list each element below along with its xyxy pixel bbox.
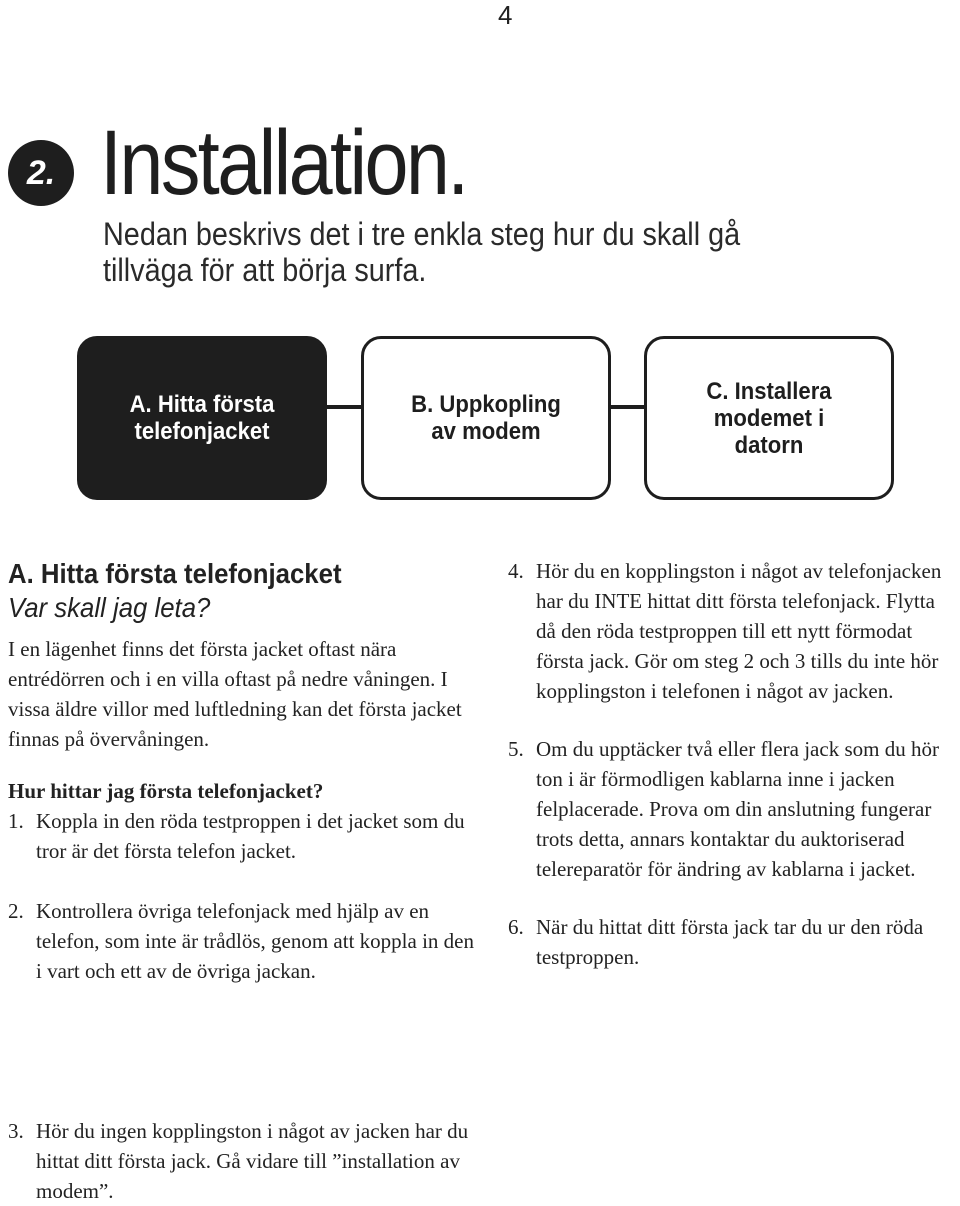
list-item-number: 5. xyxy=(508,737,524,761)
list-item-text: Hör du ingen kopplingston i något av jacken har du hittat ditt första jack. Gå vidare till ”installation av modem”. xyxy=(36,1119,469,1203)
step-box-c xyxy=(644,336,894,500)
how-to-heading: Hur hittar jag första telefonjacket? xyxy=(8,779,324,803)
step-b-label: B. Uppkopling av modem xyxy=(411,391,561,445)
section-a-intro: I en lägenhet finns det första jacket oftast nära entrédörren och i en villa oftast på nedre våningen. I vissa äldre villor med luftledning kan det första jacket finnas på övervåningen. xyxy=(8,637,462,751)
step-c-label: C. Installera modemet i datorn xyxy=(706,377,832,459)
list-item-number: 1. xyxy=(8,809,24,833)
list-item-number: 4. xyxy=(508,559,524,583)
list-item xyxy=(8,806,480,866)
section-a-heading: A. Hitta första telefonjacket xyxy=(8,558,342,589)
list-item-text: Kontrollera övriga telefonjack med hjälp av en telefon, som inte är trådlös, genom att koppla in den i vart och ett av de övriga jackan. xyxy=(36,899,474,983)
page-subtitle: Nedan beskrivs det i tre enkla steg hur du skall gå tillväga för att börja surfa. xyxy=(103,216,741,288)
list-item xyxy=(8,1116,508,1206)
list-item-text: När du hittat ditt första jack tar du ur den röda testproppen. xyxy=(536,915,924,969)
list-item xyxy=(508,556,958,706)
list-item xyxy=(508,912,958,972)
page-title: Installation. xyxy=(100,112,467,214)
list-item xyxy=(8,896,480,986)
list-item xyxy=(508,734,958,884)
section-a-question: Var skall jag leta? xyxy=(8,592,211,623)
step-a-label: A. Hitta första telefonjacket xyxy=(129,391,275,445)
section-number-badge: 2. xyxy=(8,140,74,206)
list-item-text: Hör du en kopplingston i något av telefonjacken har du INTE hittat ditt första telefonjack. Flytta då den röda testproppen till ett nytt förmodat första jack. Gör om steg 2 och 3 tills du inte hör kopplingston i telefonen i något av jacken. xyxy=(536,559,942,703)
left-column xyxy=(8,556,480,986)
step-box-b xyxy=(361,336,611,500)
list-item-text: Om du upptäcker två eller flera jack som du hör ton i är förmodligen kablarna inne i jacken felplacerade. Prova om din anslutning fungerar trots detta, annars kontaktar du auktoriserad telereparatör för ändring av kablarna i jacket. xyxy=(536,737,939,881)
right-column xyxy=(508,556,958,972)
step-box-a xyxy=(77,336,327,500)
page-number: 4 xyxy=(498,0,513,30)
list-item-number: 3. xyxy=(8,1119,24,1143)
list-item-number: 6. xyxy=(508,915,524,939)
list-item-text: Koppla in den röda testproppen i det jacket som du tror är det första telefon jacket. xyxy=(36,809,465,863)
list-item-number: 2. xyxy=(8,899,24,923)
